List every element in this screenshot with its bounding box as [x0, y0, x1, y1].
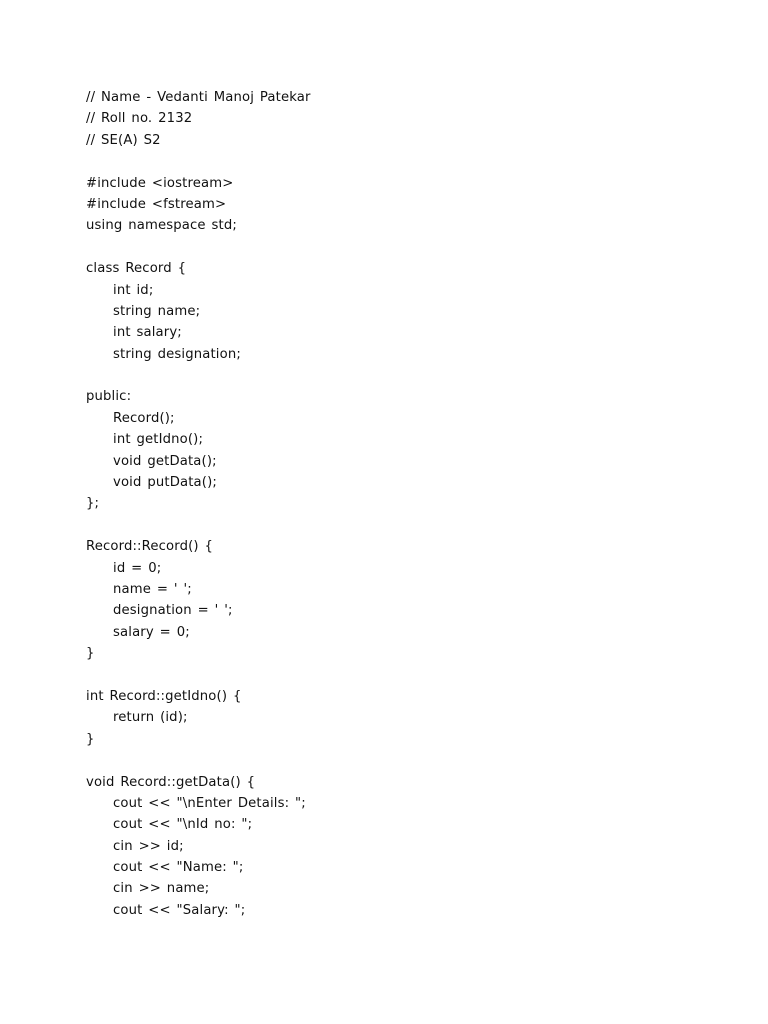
constructor-name-line: name = ' ';	[113, 581, 192, 597]
comment-name-line: // Name - Vedanti Manoj Patekar	[86, 90, 311, 105]
constructor-close-line: }	[86, 646, 95, 662]
getidno-close-line: }	[86, 731, 95, 747]
include-iostream-line: #include <iostream>	[86, 175, 234, 191]
getdata-definition-line: void Record::getData() {	[86, 774, 256, 790]
blank-line	[86, 151, 726, 172]
getidno-definition-line: int Record::getIdno() {	[86, 688, 242, 704]
getidno-return-line: return (id);	[113, 710, 188, 726]
comment-class-line: // SE(A) S2	[86, 132, 161, 148]
public-label-line: public:	[86, 389, 132, 405]
name-input-line: cin >> name;	[113, 881, 210, 897]
include-fstream-line: #include <fstream>	[86, 196, 227, 212]
class-declaration-line: class Record {	[86, 261, 187, 277]
comment-roll-line: // Roll no. 2132	[86, 111, 193, 127]
constructor-salary-line: salary = 0;	[113, 624, 190, 640]
constructor-declaration-line: Record();	[113, 410, 175, 426]
id-prompt-line: cout << "\nId no: ";	[113, 817, 253, 833]
name-prompt-line: cout << "Name: ";	[113, 860, 244, 876]
blank-line	[86, 665, 726, 686]
using-namespace-line: using namespace std;	[86, 218, 237, 234]
member-name-line: string name;	[113, 303, 201, 319]
class-close-line: };	[86, 496, 100, 512]
code-listing	[86, 87, 726, 921]
salary-prompt-line: cout << "Salary: ";	[113, 902, 246, 918]
constructor-definition-line: Record::Record() {	[86, 539, 214, 555]
id-input-line: cin >> id;	[113, 838, 184, 854]
getdata-declaration-line: void getData();	[113, 453, 217, 469]
constructor-designation-line: designation = ' ';	[113, 603, 233, 619]
member-salary-line: int salary;	[113, 325, 182, 341]
blank-line	[86, 515, 726, 536]
member-id-line: int id;	[113, 282, 154, 298]
member-designation-line: string designation;	[113, 346, 241, 362]
blank-line	[86, 750, 726, 771]
enter-details-line: cout << "\nEnter Details: ";	[113, 795, 306, 811]
putdata-declaration-line: void putData();	[113, 475, 217, 491]
blank-line	[86, 237, 726, 258]
constructor-id-line: id = 0;	[113, 560, 162, 576]
getidno-declaration-line: int getIdno();	[113, 432, 204, 448]
blank-line	[86, 365, 726, 386]
